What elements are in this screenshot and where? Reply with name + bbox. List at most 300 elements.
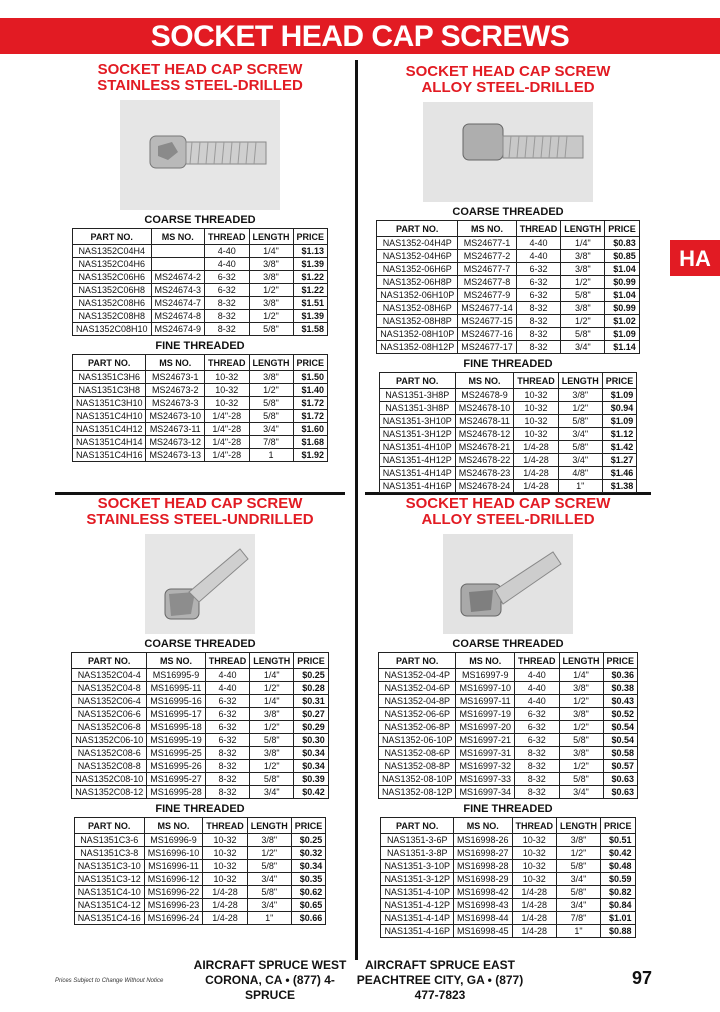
table-cell: $0.25 [294,669,329,682]
table-cell: $1.27 [602,454,637,467]
table-cell: MS16995-17 [147,708,206,721]
table-cell: MS16998-27 [453,847,512,860]
table-cell: MS24673-10 [146,410,205,423]
table-header-row [72,653,329,669]
column-header: THREAD [203,818,248,834]
section-title-line2: ALLOY STEEL-DRILLED [421,79,595,96]
table-cell: $0.39 [294,773,329,786]
table-cell: MS16998-42 [453,886,512,899]
section-title [55,62,345,94]
table-cell: 8-32 [515,760,560,773]
table-row [378,734,637,747]
table-cell: $0.82 [601,886,636,899]
table-cell: NAS1352-06-10P [378,734,456,747]
table-cell: 5/8" [558,415,602,428]
table-row [378,695,637,708]
table-row [379,480,637,493]
table-cell: 1" [558,480,602,493]
table-cell: NAS1351-3H12P [379,428,455,441]
table-cell: 3/8" [250,747,294,760]
table-cell: MS16997-32 [456,760,515,773]
table-cell: MS16998-45 [453,925,512,938]
table-cell: NAS1352-06-8P [378,721,456,734]
table-cell: $0.88 [601,925,636,938]
table-cell: 5/8" [249,397,293,410]
table-cell: 1" [557,925,601,938]
table-cell: MS16998-26 [453,834,512,847]
column-header: LENGTH [559,653,603,669]
table-row [379,428,637,441]
price-notice: Prices Subject to Change Without Notice [55,978,164,984]
table-cell: 3/4" [558,428,602,441]
table-cell: $0.38 [603,682,638,695]
table-row [377,237,640,250]
table-cell: NAS1352-06H8P [377,276,458,289]
column-header: LENGTH [249,229,293,245]
undrilled-screw-photo-icon [443,534,573,634]
table-row [72,423,327,436]
coarse-threaded-heading: COARSE THREADED [452,638,564,650]
table-cell: 8-32 [205,747,250,760]
column-header: LENGTH [558,373,602,389]
table-cell: MS16997-10 [456,682,515,695]
table-row [72,773,329,786]
table-cell: MS16996-12 [144,873,203,886]
drilled-screw-photo-icon [423,102,593,202]
table-row [379,441,637,454]
table-cell: 4-40 [515,682,560,695]
table-cell: $0.59 [601,873,636,886]
table-cell: NAS1351C3H6 [72,371,146,384]
table-cell: 10-32 [203,847,248,860]
table-header-row [377,221,640,237]
coarse-threaded-heading: COARSE THREADED [144,638,256,650]
table-cell: 1/2" [247,847,291,860]
table-cell: 1/2" [561,315,605,328]
table-cell: NAS1352C08-12 [72,786,147,799]
table-header-row [72,229,327,245]
table-cell: 1/4" [561,237,605,250]
table-row [377,276,640,289]
table-cell: 5/8" [557,886,601,899]
table-cell: $1.04 [605,289,640,302]
table-cell: MS16998-28 [453,860,512,873]
table-cell: 10-32 [514,389,559,402]
column-header: THREAD [205,229,250,245]
table-cell: 5/8" [247,860,291,873]
table-cell: MS16995-26 [147,760,206,773]
column-header: PRICE [601,818,636,834]
table-cell: MS16996-22 [144,886,203,899]
table-cell: MS24678-21 [455,441,514,454]
table-row [72,695,329,708]
table-cell: 10-32 [514,428,559,441]
section-stainless-undrilled [55,496,345,925]
table-cell: $0.28 [294,682,329,695]
table-row [377,289,640,302]
table-cell: 1/2" [559,721,603,734]
table-cell: 8-32 [516,302,561,315]
table-cell: NAS1352-08-10P [378,773,456,786]
fine-threaded-table [74,817,327,925]
table-cell: 1/4"-28 [205,423,250,436]
fine-threaded-heading: FINE THREADED [463,358,553,370]
table-cell: 4-40 [516,250,561,263]
table-cell: NAS1351-4H14P [379,467,455,480]
table-cell: 4-40 [515,669,560,682]
coarse-threaded-table [72,228,328,336]
table-cell: 3/8" [561,263,605,276]
table-cell: NAS1351C3-6 [74,834,144,847]
table-cell: 1/4-28 [512,912,557,925]
table-cell: MS16995-18 [147,721,206,734]
table-cell: $0.57 [603,760,638,773]
table-cell: 8-32 [205,323,250,336]
table-cell: $0.29 [294,721,329,734]
table-cell: NAS1352C04H6 [72,258,151,271]
table-cell: 8-32 [205,310,250,323]
table-cell: NAS1352C08H8 [72,310,151,323]
column-header: MS NO. [453,818,512,834]
section-title [55,496,345,528]
table-cell: NAS1352-08H8P [377,315,458,328]
footer-east [345,958,535,1003]
table-header-row [379,373,637,389]
table-cell: NAS1352-06H6P [377,263,458,276]
table-cell: 1/2" [249,384,293,397]
table-cell: 10-32 [205,397,250,410]
table-cell: $0.99 [605,276,640,289]
table-row [74,873,326,886]
table-cell [151,258,205,271]
table-cell: $0.83 [605,237,640,250]
column-header: PART NO. [381,818,454,834]
table-cell: $1.22 [293,284,328,297]
table-cell: 1/4"-28 [205,449,250,462]
table-cell: MS24673-1 [146,371,205,384]
table-cell: NAS1352-04-4P [378,669,456,682]
table-cell: $1.01 [601,912,636,925]
table-cell: 3/8" [250,708,294,721]
table-row [72,760,329,773]
column-header: MS NO. [458,221,517,237]
table-row [381,912,635,925]
column-header: PRICE [291,818,326,834]
table-cell: MS16997-33 [456,773,515,786]
table-cell: NAS1352C08H10 [72,323,151,336]
table-cell: NAS1352-04-6P [378,682,456,695]
section-title-line2: STAINLESS STEEL-DRILLED [97,77,303,94]
column-header: MS NO. [455,373,514,389]
table-cell: MS24677-2 [458,250,517,263]
section-title [365,496,651,528]
table-cell: 3/4" [561,341,605,354]
table-row [74,860,326,873]
section-title-line2: ALLOY STEEL-DRILLED [421,511,595,528]
table-cell: NAS1351-4-16P [381,925,454,938]
table-cell: NAS1351C4H16 [72,449,146,462]
column-header: MS NO. [146,355,205,371]
table-cell: 1/2" [558,402,602,415]
section-alloy-drilled [365,64,651,493]
table-cell: MS16998-29 [453,873,512,886]
table-cell: NAS1352-06-6P [378,708,456,721]
table-cell: MS16997-19 [456,708,515,721]
column-header: THREAD [516,221,561,237]
table-cell: NAS1352C06-8 [72,721,147,734]
table-cell: MS24678-12 [455,428,514,441]
footer-west-name: AIRCRAFT SPRUCE WEST [193,958,347,972]
table-cell: 6-32 [516,289,561,302]
table-row [381,873,635,886]
table-cell: $1.09 [602,415,637,428]
table-cell: $0.84 [601,899,636,912]
table-cell: 5/8" [557,860,601,873]
table-cell: 8-32 [516,315,561,328]
table-cell: $0.94 [602,402,637,415]
table-row [378,760,637,773]
table-row [378,747,637,760]
column-header: LENGTH [249,355,293,371]
table-cell: $0.42 [294,786,329,799]
table-cell: 3/4" [247,873,291,886]
table-row [378,773,637,786]
table-row [378,721,637,734]
table-cell: NAS1351-3-8P [381,847,454,860]
table-row [377,302,640,315]
footer-west [185,958,355,1003]
table-cell: MS24678-23 [455,467,514,480]
table-cell: $1.09 [602,389,637,402]
table-cell: $0.32 [291,847,326,860]
table-cell: 5/8" [249,410,293,423]
table-header-row [381,818,635,834]
column-header: THREAD [205,355,250,371]
section-stainless-drilled [55,62,345,462]
table-cell: 1/2" [250,682,294,695]
table-cell: NAS1352C04-4 [72,669,147,682]
table-cell: MS24674-3 [151,284,205,297]
table-cell: $0.48 [601,860,636,873]
table-cell: 3/8" [247,834,291,847]
table-cell: NAS1351C4H14 [72,436,146,449]
table-cell: MS24674-8 [151,310,205,323]
table-cell: $0.51 [601,834,636,847]
fine-threaded-table [72,354,328,462]
table-cell: MS24674-2 [151,271,205,284]
table-cell: MS16998-43 [453,899,512,912]
table-cell: $1.40 [293,384,328,397]
column-header: PRICE [293,355,328,371]
table-cell: $0.34 [294,747,329,760]
table-cell: 1/4" [559,669,603,682]
drilled-screw-photo-icon [120,100,280,210]
table-cell: $1.68 [293,436,328,449]
column-header: THREAD [512,818,557,834]
table-row [379,389,637,402]
table-row [377,250,640,263]
undrilled-screw-photo-icon [145,534,255,634]
table-cell: 3/8" [249,271,293,284]
table-cell: $0.54 [603,721,638,734]
table-row [72,258,327,271]
table-cell: NAS1352-04H6P [377,250,458,263]
table-row [378,682,637,695]
table-row [381,847,635,860]
table-cell: MS24677-16 [458,328,517,341]
table-cell: NAS1351C3-10 [74,860,144,873]
table-row [72,371,327,384]
table-cell: NAS1352-08H10P [377,328,458,341]
section-title-line1: SOCKET HEAD CAP SCREW [405,63,611,80]
table-cell: 3/4" [558,454,602,467]
table-cell: MS24673-11 [146,423,205,436]
table-cell: MS24677-17 [458,341,517,354]
table-cell: 4-40 [205,669,250,682]
column-header: PART NO. [72,355,146,371]
table-cell: $0.34 [291,860,326,873]
table-cell: 3/4" [557,873,601,886]
table-cell: MS16997-31 [456,747,515,760]
table-cell: 1/2" [561,276,605,289]
table-cell: $0.42 [601,847,636,860]
table-cell: $1.38 [602,480,637,493]
section-title-line2: STAINLESS STEEL-UNDRILLED [86,511,314,528]
table-cell: MS16997-11 [456,695,515,708]
table-cell: NAS1351-3H8P [379,402,455,415]
table-cell: 7/8" [249,436,293,449]
table-row [379,402,637,415]
table-row [72,669,329,682]
table-header-row [378,653,637,669]
table-cell: MS24673-12 [146,436,205,449]
column-header: LENGTH [247,818,291,834]
table-cell: $1.46 [602,467,637,480]
table-cell: 1/4-28 [514,480,559,493]
table-cell: 6-32 [515,734,560,747]
table-cell: NAS1352-08H12P [377,341,458,354]
column-header: PART NO. [74,818,144,834]
column-header: PART NO. [379,373,455,389]
coarse-threaded-table [71,652,329,799]
table-cell: 8-32 [205,760,250,773]
table-cell: $0.25 [291,834,326,847]
table-cell: 1/4-28 [203,912,248,925]
table-cell: 1/4-28 [512,925,557,938]
table-cell: MS24678-10 [455,402,514,415]
table-cell: MS24673-3 [146,397,205,410]
table-cell: NAS1351-3-12P [381,873,454,886]
table-cell: NAS1352-08-6P [378,747,456,760]
table-cell: NAS1352C06H8 [72,284,151,297]
table-cell: 5/8" [558,441,602,454]
table-row [381,886,635,899]
column-header: PART NO. [378,653,456,669]
table-cell: 1/4" [249,245,293,258]
table-cell: 10-32 [514,415,559,428]
table-row [72,284,327,297]
column-header: THREAD [515,653,560,669]
coarse-threaded-heading: COARSE THREADED [452,206,564,218]
fine-threaded-heading: FINE THREADED [155,803,245,815]
table-cell: $0.63 [603,786,638,799]
table-cell: 6-32 [515,721,560,734]
table-cell: NAS1351C4-12 [74,899,144,912]
table-cell: 10-32 [205,371,250,384]
table-cell: NAS1352-08-12P [378,786,456,799]
table-cell: 10-32 [512,834,557,847]
table-cell: $1.22 [293,271,328,284]
footer-east-contact: PEACHTREE CITY, GA • (877) 477-7823 [356,973,524,1002]
table-cell: MS16996-23 [144,899,203,912]
table-cell: MS24673-2 [146,384,205,397]
table-row [378,708,637,721]
table-cell: 8-32 [205,786,250,799]
table-cell: MS24678-9 [455,389,514,402]
table-cell: $0.63 [603,773,638,786]
table-cell: NAS1351-4H16P [379,480,455,493]
table-cell: NAS1352C08-8 [72,760,147,773]
table-cell: $1.72 [293,410,328,423]
table-cell: 8-32 [516,328,561,341]
table-cell: $1.04 [605,263,640,276]
table-cell: 1/2" [557,847,601,860]
table-cell: MS16995-25 [147,747,206,760]
column-header: PRICE [603,653,638,669]
table-cell: NAS1352C04-8 [72,682,147,695]
table-cell: NAS1351-4H10P [379,441,455,454]
table-cell: NAS1352C06-4 [72,695,147,708]
table-cell: 6-32 [516,263,561,276]
table-cell: $0.62 [291,886,326,899]
table-cell: 1/2" [249,310,293,323]
table-row [378,786,637,799]
table-cell: NAS1352-08H6P [377,302,458,315]
table-cell: 10-32 [203,834,248,847]
table-row [72,449,327,462]
table-cell: 5/8" [559,773,603,786]
column-header: PART NO. [72,653,147,669]
table-cell: MS24678-22 [455,454,514,467]
table-cell: $1.12 [602,428,637,441]
table-cell: 5/8" [247,886,291,899]
table-cell: 6-32 [205,721,250,734]
table-cell: 1/2" [249,284,293,297]
table-cell: 10-32 [512,873,557,886]
table-cell: 1/2" [559,760,603,773]
table-row [377,341,640,354]
column-header: PRICE [293,229,328,245]
table-cell: $1.09 [605,328,640,341]
table-cell: 10-32 [512,847,557,860]
table-cell: NAS1351-4-12P [381,899,454,912]
table-cell: 10-32 [205,384,250,397]
table-row [377,328,640,341]
table-cell: $1.72 [293,397,328,410]
table-cell: 4-40 [205,258,250,271]
table-cell: 3/4" [247,899,291,912]
table-cell: NAS1352C06-6 [72,708,147,721]
column-header: PRICE [294,653,329,669]
table-cell: $1.39 [293,310,328,323]
table-cell: 1 [249,449,293,462]
table-cell: 3/4" [559,786,603,799]
footer-west-contact: CORONA, CA • (877) 4-SPRUCE [205,973,335,1002]
table-cell: $1.51 [293,297,328,310]
table-cell: NAS1351-4-10P [381,886,454,899]
table-cell: 5/8" [561,328,605,341]
table-cell: NAS1352C06-10 [72,734,147,747]
